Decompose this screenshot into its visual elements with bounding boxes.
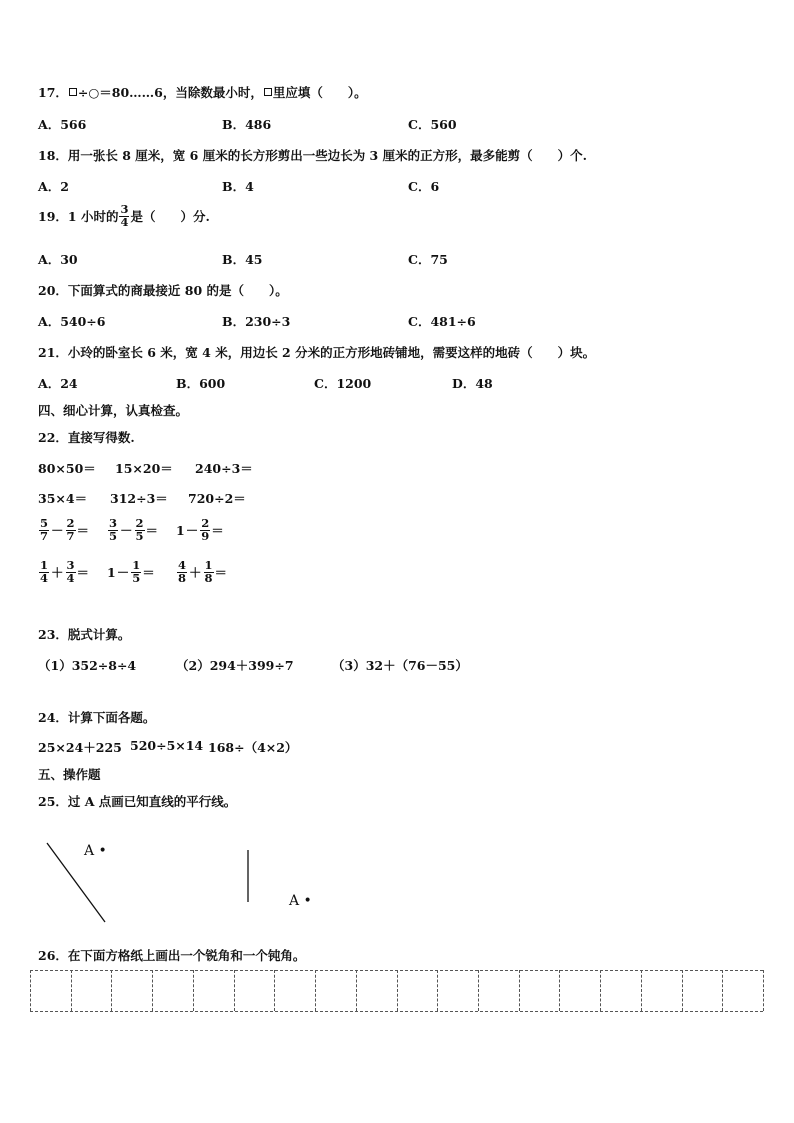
grid-line xyxy=(763,970,764,1011)
q20-option-a[interactable]: A．540÷6 xyxy=(38,314,106,329)
q17-text-end: 里应填（ ）。 xyxy=(272,85,367,100)
q23-item-1: （1）352÷8÷4 xyxy=(38,658,137,673)
q22-item: 15×20＝ xyxy=(115,461,173,476)
equals-sign: ＝ xyxy=(214,565,228,580)
q20-stem: 20．下面算式的商最接近 80 的是（ ）。 xyxy=(38,283,288,298)
q20-option-c[interactable]: C．481÷6 xyxy=(408,314,476,329)
equals-sign: ＝ xyxy=(142,565,155,580)
fraction-numerator: 3 xyxy=(109,516,118,530)
fraction xyxy=(66,518,76,542)
q19-option-b[interactable]: B．45 xyxy=(222,252,263,267)
q19-option-a[interactable]: A．30 xyxy=(38,252,78,267)
grid-bottom-border xyxy=(30,1011,763,1012)
operator: ＋ xyxy=(189,565,202,580)
q24-stem: 24．计算下面各题。 xyxy=(38,710,156,725)
fraction-numerator: 2 xyxy=(201,516,210,530)
q25-stem: 25．过 A 点画已知直线的平行线。 xyxy=(38,794,237,809)
fraction-denominator: 4 xyxy=(120,214,129,229)
square-icon xyxy=(264,88,272,96)
fraction xyxy=(108,518,118,542)
q21-option-a[interactable]: A．24 xyxy=(38,376,78,391)
q18-option-b[interactable]: B．4 xyxy=(222,179,254,194)
grid-line xyxy=(274,970,275,1011)
grid-line xyxy=(234,970,235,1011)
operator: ＋ xyxy=(51,565,64,580)
q22-item: 312÷3＝ xyxy=(110,491,168,506)
q22-fraction-item xyxy=(38,560,89,584)
fraction xyxy=(177,560,187,584)
grid-line xyxy=(71,970,72,1011)
q22-fraction-item xyxy=(176,518,224,542)
fraction-numerator: 1 xyxy=(40,558,49,572)
q22-item: 240÷3＝ xyxy=(195,461,253,476)
q21-stem: 21．小玲的卧室长 6 米，宽 4 米，用边长 2 分米的正方形地砖铺地，需要这样的地砖（ ）块。 xyxy=(38,345,596,360)
grid-line xyxy=(315,970,316,1011)
fraction-numerator: 1 xyxy=(204,558,213,572)
equals-sign: ＝ xyxy=(76,565,90,580)
fraction-denominator: 4 xyxy=(66,570,75,585)
q18-option-a[interactable]: A．2 xyxy=(38,179,69,194)
equals-sign: ＝ xyxy=(76,523,90,538)
fraction xyxy=(204,560,214,584)
q19-text: 19．1 小时的 xyxy=(38,209,119,224)
fraction-denominator: 9 xyxy=(201,528,210,543)
q24-item-3: 168÷（4×2） xyxy=(208,740,298,755)
operator: － xyxy=(120,523,133,538)
q22-item: 720÷2＝ xyxy=(188,491,246,506)
q21-option-d[interactable]: D．48 xyxy=(452,376,493,391)
q22-stem: 22．直接写得数. xyxy=(38,430,135,445)
fraction-denominator: 5 xyxy=(135,528,144,543)
q25-point-a-2: A • xyxy=(289,893,312,909)
q23-stem: 23．脱式计算。 xyxy=(38,627,131,642)
q23-item-2: （2）294＋399÷7 xyxy=(176,658,294,673)
fraction xyxy=(135,518,145,542)
fraction-denominator: 8 xyxy=(204,570,213,585)
fraction xyxy=(66,560,76,584)
q22-fraction-item xyxy=(107,560,155,584)
q21-option-c[interactable]: C．1200 xyxy=(314,376,372,391)
grid-line xyxy=(559,970,560,1011)
q24-item-2: 520÷5×14 xyxy=(130,738,204,753)
fraction xyxy=(131,560,141,584)
q17-option-a[interactable]: A．566 xyxy=(38,117,87,132)
section-4-heading: 四、细心计算，认真检查。 xyxy=(38,403,189,418)
grid-line xyxy=(111,970,112,1011)
fraction xyxy=(39,518,49,542)
square-icon xyxy=(69,88,77,96)
fraction-numerator: 5 xyxy=(40,516,49,530)
q17-option-b[interactable]: B．486 xyxy=(222,117,272,132)
q18-option-c[interactable]: C．6 xyxy=(408,179,440,194)
q23-item-3: （3）32＋（76－55） xyxy=(332,658,468,673)
fraction-numerator: 2 xyxy=(135,516,144,530)
fraction-numerator: 4 xyxy=(178,558,187,572)
whole-number: 1 xyxy=(176,522,185,538)
whole-number: 1 xyxy=(107,564,116,580)
operator: － xyxy=(51,523,64,538)
grid-line xyxy=(682,970,683,1011)
fraction-denominator: 5 xyxy=(109,528,118,543)
grid-line xyxy=(722,970,723,1011)
q22-item: 35×4＝ xyxy=(38,491,88,506)
fraction-numerator: 3 xyxy=(66,558,75,572)
q18-stem: 18．用一张长 8 厘米，宽 6 厘米的长方形剪出一些边长为 3 厘米的正方形，最多能剪（ ）个. xyxy=(38,148,587,163)
equals-sign: ＝ xyxy=(145,523,159,538)
q25-figure xyxy=(0,830,400,930)
q21-option-b[interactable]: B．600 xyxy=(176,376,226,391)
fraction-denominator: 7 xyxy=(66,528,75,543)
fraction xyxy=(200,518,210,542)
fraction-denominator: 5 xyxy=(132,570,141,585)
fraction-denominator: 7 xyxy=(40,528,49,543)
q22-fraction-item xyxy=(107,518,158,542)
q20-option-b[interactable]: B．230÷3 xyxy=(222,314,291,329)
grid-line xyxy=(600,970,601,1011)
fraction-denominator: 8 xyxy=(178,570,187,585)
grid-line xyxy=(30,970,31,1011)
operator: － xyxy=(116,565,130,580)
grid-line xyxy=(437,970,438,1011)
q25-point-a-1: A • xyxy=(84,843,107,859)
q17-option-c[interactable]: C．560 xyxy=(408,117,457,132)
grid-line xyxy=(397,970,398,1011)
q22-fraction-item xyxy=(176,560,227,584)
grid-line xyxy=(193,970,194,1011)
equals-sign: ＝ xyxy=(211,523,224,538)
grid-line xyxy=(519,970,520,1011)
q19-option-c[interactable]: C．75 xyxy=(408,252,448,267)
grid-line xyxy=(152,970,153,1011)
q22-item: 80×50＝ xyxy=(38,461,96,476)
fraction-denominator: 4 xyxy=(40,570,49,585)
grid-line xyxy=(356,970,357,1011)
q19-fraction xyxy=(119,204,129,228)
q24-item-1: 25×24＋225 xyxy=(38,740,122,755)
q22-fraction-item xyxy=(38,518,89,542)
q17-stem xyxy=(38,83,367,101)
fraction-numerator: 1 xyxy=(132,558,141,572)
q17-text: ÷○＝80……6，当除数最小时， xyxy=(77,85,263,100)
grid-line xyxy=(478,970,479,1011)
fraction-numerator: 3 xyxy=(120,202,129,216)
grid-line xyxy=(641,970,642,1011)
q26-stem: 26．在下面方格纸上画出一个锐角和一个钝角。 xyxy=(38,948,306,963)
q19-text-end: 是（ ）分. xyxy=(130,209,210,224)
fraction xyxy=(39,560,49,584)
section-5-heading: 五、操作题 xyxy=(38,767,101,782)
q19-stem xyxy=(38,204,210,228)
fraction-numerator: 2 xyxy=(66,516,75,530)
q17-number: 17． xyxy=(38,85,68,100)
operator: － xyxy=(185,523,199,538)
